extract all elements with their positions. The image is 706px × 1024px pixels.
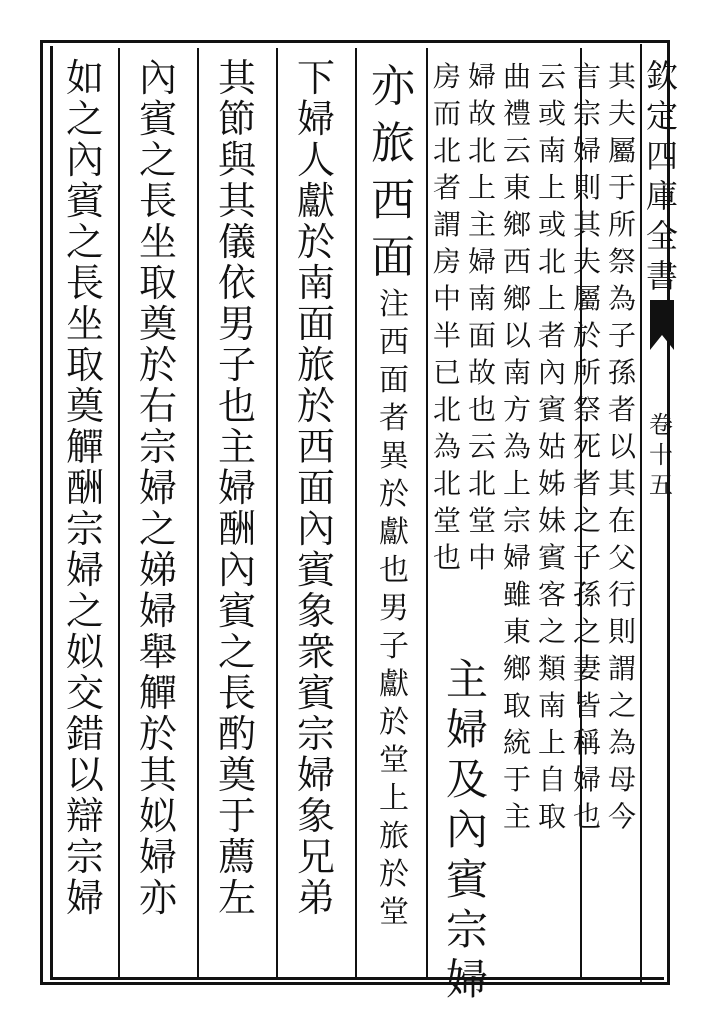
column-rule	[276, 48, 278, 980]
commentary-column-4: 曲禮云東鄉西鄉以南方為上宗婦雖東鄉取統于主	[502, 60, 531, 833]
annotation-column: 注西面者異於獻也男子獻於堂上旅於堂	[379, 287, 409, 930]
commentary-column-6: 房而北者謂房中半已北為北堂也	[432, 60, 461, 574]
text-column-8: 下婦人獻於南面旅於西面內賓象衆賓宗婦象兄弟	[296, 56, 335, 920]
column-rule	[355, 48, 357, 980]
commentary-column-2: 言宗婦則其夫屬於所祭死者之子孫之妻皆稱婦也	[572, 60, 601, 833]
text-column-10: 內賓之長坐取奠於右宗婦之娣婦舉觶於其姒婦亦	[138, 56, 177, 920]
column-rule	[426, 48, 428, 980]
book-title: 欽定四庫全書	[645, 57, 678, 295]
commentary-column-1: 其夫屬于所祭為子孫者以其在父行則謂之為母今	[607, 60, 636, 833]
commentary-column-3: 云或南上或北上者內賓姑姊妹賓客之類南上自取	[537, 60, 566, 833]
main-text-column: 亦旅西面	[371, 61, 415, 283]
column-rule	[197, 48, 199, 980]
commentary-column-5: 婦故北上主婦南面故也云北堂中	[467, 60, 496, 574]
text-column-11: 如之內賓之長坐取奠觶酬宗婦之姒交錯以辯宗婦	[65, 56, 104, 920]
text-column-9: 其節與其儀依男子也主婦酬內賓之長酌奠于薦左	[217, 56, 256, 920]
column-rule	[118, 48, 120, 980]
main-text-segment: 主婦及內賓宗婦	[445, 655, 488, 1004]
volume-number: 卷十五	[649, 411, 673, 499]
